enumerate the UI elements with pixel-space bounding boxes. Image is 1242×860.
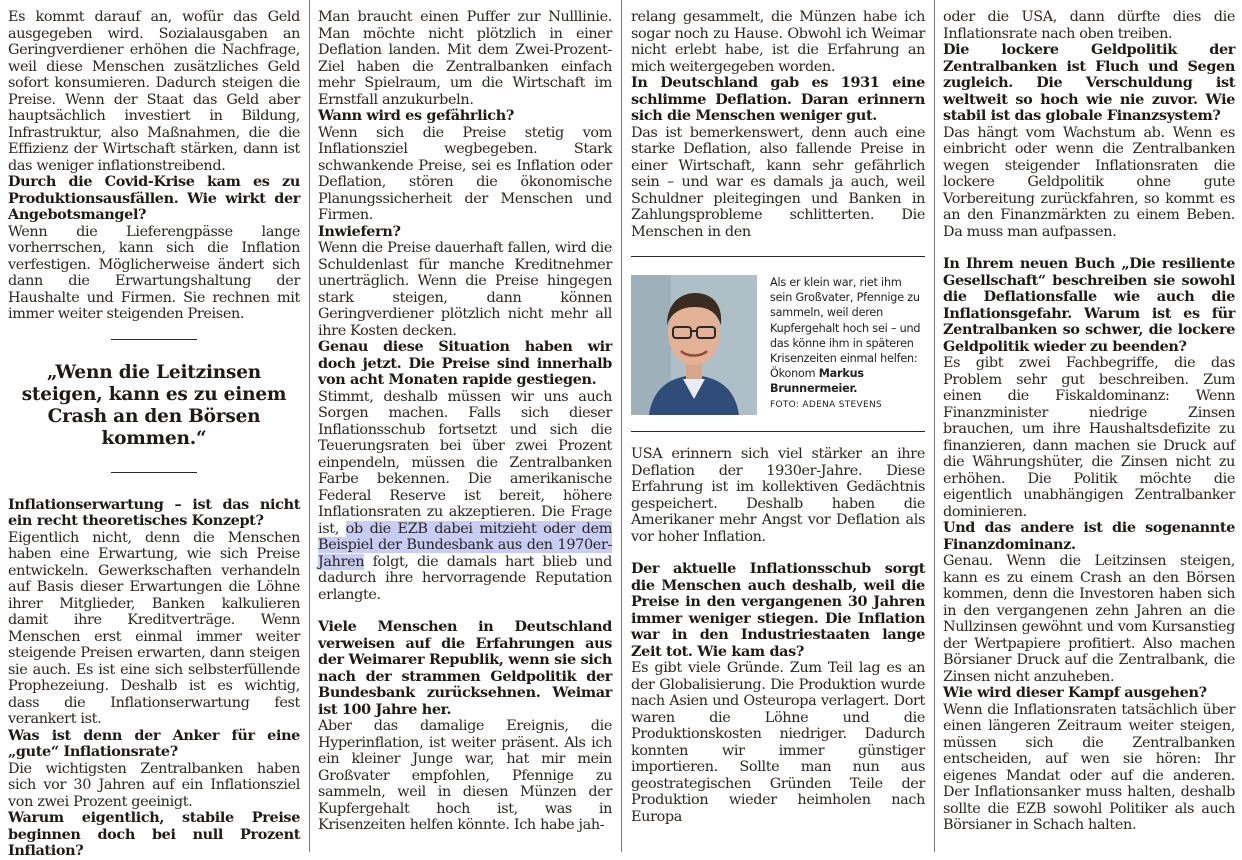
answer-paragraph: Wenn die Preise dauerhaft fallen, wird die Schuldenlast für manche Kreditnehmer unerträglich. Wenn die Preise hingegen stark steigen, dann können Geringverdiener plötzlich nicht mehr all ihre Kosten decken. bbox=[318, 240, 612, 339]
column-rule bbox=[621, 0, 622, 852]
question-heading: Genau diese Situation haben wir doch jetzt. Die Preise sind innerhalb von acht Monaten rapide gestiegen. bbox=[318, 338, 612, 388]
spacer bbox=[318, 603, 612, 619]
answer-paragraph: Eigentlich nicht, denn die Menschen haben eine Erwartung, wie sich Preise entwickeln. Gewerkschaften verhandeln auf Basis dieser Erwartungen die Löhne ihrer Mitglieder, Banken kalkulieren damit ihre Kreditverträge. Wenn Menschen erst einmal immer weiter steigende Preisen erwarten, dann steigen sie auch. Es ist eine sich selbsterfüllende Prophezeiung. Deshalb ist es wichtig, dass die Inflationserwartung fest verankert ist. bbox=[8, 529, 300, 727]
question-heading: Inflationserwartung – ist das nicht ein recht theoretisches Konzept? bbox=[8, 495, 300, 529]
answer-paragraph: Wenn die Inflationsraten tatsächlich über einen längeren Zeitraum weiter steigen, müssen sich die Zentralbanken entscheiden, auf wen sie hören: Ihr eigenes Mandat oder auf die anderen. Der Inflationsanker muss halten, deshalb sollte die EZB sowohl Politiker als auch Börsianer in Schach halten. bbox=[943, 701, 1235, 833]
question-heading: Wie wird dieser Kampf ausgehen? bbox=[943, 684, 1207, 701]
column-rule bbox=[934, 0, 935, 852]
answer-paragraph: Es kommt darauf an, wofür das Geld ausgegeben wird. Sozialausgaben an Geringverdiener erhöhen die Nachfrage, weil diese Menschen zusätzliches Geld sofort konsumieren. Dadurch steigen die Preise. Wenn der Staat das Geld aber hauptsächlich investiert in Bildung, Infrastruktur, also Maßnahmen, die die Effizienz der Wirtschaft stärken, dann ist das weniger inflationstreibend. bbox=[8, 9, 300, 174]
column-4 bbox=[943, 9, 1235, 849]
answer-paragraph: USA erinnern sich viel stärker an ihre Deflation der 1930er-Jahre. Diese Erfahrung ist im kollektiven Gedächtnis gespeichert. Deshalb haben die Amerikaner mehr Angst vor Deflation als vor hoher Inflation. bbox=[631, 446, 925, 545]
photo-credit: FOTO: ADENA STEVENS bbox=[770, 399, 882, 410]
question-heading: Inwiefern? bbox=[318, 222, 401, 240]
answer-paragraph: Wenn die Lieferengpässe lange vorherrschen, kann sich die Inflation verfestigen. Möglicherweise ändert sich dann die Erwartungshaltung der Haushalte und Firmen. Sie rechnen mit immer weiter steigenden Preisen. bbox=[8, 223, 300, 322]
portrait-illustration bbox=[631, 275, 757, 415]
answer-paragraph: Es gibt viele Gründe. Zum Teil lag es an der Globalisierung. Die Produktion wurde nach Asien und Osteuropa verlagert. Dort waren die Löhne und die Produktionskosten niedriger. Dadurch konnten wir immer günstiger importieren. Sollte man nun aus geostrategischen Gründen Teile der Produktion wieder heimholen nach Europa bbox=[631, 660, 925, 825]
question-heading: Warum eigentlich, stabile Preise beginnen doch bei null Prozent Inflation? bbox=[8, 809, 300, 859]
answer-paragraph: Genau. Wenn die Leitzinsen steigen, kann es zu einem Crash an den Börsen kommen, denn die Investoren haben sich in den vergangenen zehn Jahren an die Nullzinsen gewöhnt und vom Kursanstieg der Wertpapiere profitiert. Also machen Börsianer Druck auf die Zentralbank, die Zinsen nicht anzuheben. bbox=[943, 553, 1235, 685]
spacer bbox=[8, 473, 300, 497]
answer-paragraph: Das ist bemerkenswert, denn auch eine starke Deflation, also fallende Preise in einer Wirtschaft, kann sehr gefährlich sein – und war es damals ja auch, weil Schuldner pleitegingen und Banken in Zahlungsprobleme schlitterten. Die Menschen in den bbox=[631, 124, 925, 240]
photo-caption bbox=[770, 275, 925, 415]
quote-divider bbox=[111, 339, 197, 340]
question-heading: In Deutschland gab es 1931 eine schlimme Deflation. Daran erinnern sich die Menschen weniger gut. bbox=[631, 74, 925, 124]
answer-paragraph: oder die USA, dann dürfte dies die Inflationsrate nach oben treiben. bbox=[943, 9, 1235, 42]
pull-quote-block bbox=[8, 339, 300, 473]
answer-paragraph: Man braucht einen Puffer zur Nulllinie. Man möchte nicht plötzlich in einer Deflation landen. Mit dem Zwei-Prozent-Ziel haben die Zentralbanken einfach mehr Spielraum, um die Wirtschaft im Ernstfall anzukurbeln. bbox=[318, 9, 612, 108]
caption-text: Als er klein war, riet ihm sein Großvater, Pfennige zu sammeln, weil deren Kupfergehalt hoch sei – und das könne ihm in späteren Krisenzeiten einmal helfen: Ökonom bbox=[770, 276, 921, 381]
question-heading: Was ist denn der Anker für eine „gute“ Inflationsrate? bbox=[8, 726, 300, 760]
question-heading: In Ihrem neuen Buch „Die resiliente Gesellschaft“ beschreiben sie sowohl die Deflationsfalle wie auch die Inflationsgefahr. Warum ist es für Zentralbanken so schwer, die lockere Geldpolitik wieder zu beenden? bbox=[943, 255, 1235, 355]
column-2 bbox=[318, 9, 612, 849]
question-heading: Durch die Covid-Krise kam es zu Produktionsausfällen. Wie wirkt der Angebotsmangel? bbox=[8, 173, 300, 223]
column-rule bbox=[309, 0, 310, 852]
photo-box bbox=[631, 256, 925, 432]
paragraph-text: folgt, die damals hart blieb und dadurch ihre hervorragende Reputation erlangte. bbox=[318, 553, 612, 603]
question-heading: Wann wird es gefährlich? bbox=[318, 107, 514, 124]
column-3 bbox=[631, 9, 925, 849]
question-heading: Die lockere Geldpolitik der Zentralbanken ist Fluch und Segen zugleich. Die Verschuldung ist weltweit so hoch wie nie zuvor. Wie stabil ist das globale Finanzsystem? bbox=[943, 41, 1235, 124]
answer-paragraph: relang gesammelt, die Münzen habe ich sogar noch zu Hause. Obwohl ich Weimar nicht erlebt habe, ist die Erfahrung an mich weitergegeben worden. bbox=[631, 9, 925, 75]
highlighted-selection[interactable]: ob die EZB dabei mitzieht oder dem Beispiel der Bundesbank aus den 1970er-Jahren bbox=[318, 520, 613, 570]
portrait-photo bbox=[631, 275, 757, 415]
question-heading: Der aktuelle Inflationsschub sorgt die Menschen auch deshalb, weil die Preise in den vergangenen 30 Jahren immer weniger stiegen. Die Inflation war in den Industriestaaten lange Zeit tot. Wie kam das? bbox=[631, 560, 925, 660]
answer-paragraph: Aber das damalige Ereignis, die Hyperinflation, ist weiter präsent. Als ich ein kleiner Junge war, hat mir mein Großvater empfohlen, Pfennige zu sammeln, weil in diesen Münzen der Kupfergehalt hoch ist, was in Krisenzeiten helfen könnte. Ich habe jah- bbox=[318, 718, 612, 833]
paragraph-text: Stimmt, deshalb müssen wir uns auch Sorgen machen. Falls sich dieser Inflationsschub fortsetzt und sich die Teuerungsraten bei über zwei Prozent einpendeln, müssen die Zentralbanken Farbe bekennen. Die amerikanische Federal Reserve ist bereit, höhere Inflationsraten zu akzeptieren. Die Frage ist, bbox=[318, 388, 612, 537]
answer-paragraph: Das hängt vom Wachstum ab. Wenn es einbricht oder wenn die Zentralbanken wegen steigender Inflationsraten die lockere Geldpolitik ohne gute Vorbereitung zurückfahren, so kommt es an den Finanzmärkten zu einem Beben. Da muss man aufpassen. bbox=[943, 124, 1235, 240]
answer-paragraph bbox=[318, 389, 612, 604]
pull-quote: „Wenn die Leitzinsen steigen, kann es zu einem Crash an den Börsen kommen.“ bbox=[21, 361, 287, 449]
spacer bbox=[631, 545, 925, 561]
question-heading: Und das andere ist die sogenannte Finanzdominanz. bbox=[943, 519, 1235, 553]
answer-paragraph: Wenn sich die Preise stetig vom Inflationsziel wegbegeben. Stark schwankende Preise, sei es Inflation oder Deflation, stören die ökonomische Planungssicherheit der Menschen und Firmen. bbox=[318, 124, 612, 223]
question-heading: Viele Menschen in Deutschland verweisen auf die Erfahrungen aus der Weimarer Republik, wenn sie sich nach der strammen Geldpolitik der Bundesbank zurücksehnen. Weimar ist 100 Jahre her. bbox=[318, 618, 612, 718]
spacer bbox=[943, 240, 1235, 256]
column-1 bbox=[8, 9, 300, 859]
caption-name: Markus Brunnermeier. bbox=[770, 367, 864, 396]
answer-paragraph: Es gibt zwei Fachbegriffe, die das Problem sehr gut beschreiben. Zum einen die Fiskaldominanz: Wenn Finanzminister niedrige Zinsen brauchen, um ihre Haushaltsdefizite zu finanzieren, dann machen sie Druck auf die Währungshüter, die Zinsen nicht zu erhöhen. Die Politik möchte die eigentlich unabhängigen Zentralbanker dominieren. bbox=[943, 355, 1235, 520]
answer-paragraph: Die wichtigsten Zentralbanken haben sich vor 30 Jahren auf ein Inflationsziel von zwei Prozent geeinigt. bbox=[8, 760, 300, 810]
